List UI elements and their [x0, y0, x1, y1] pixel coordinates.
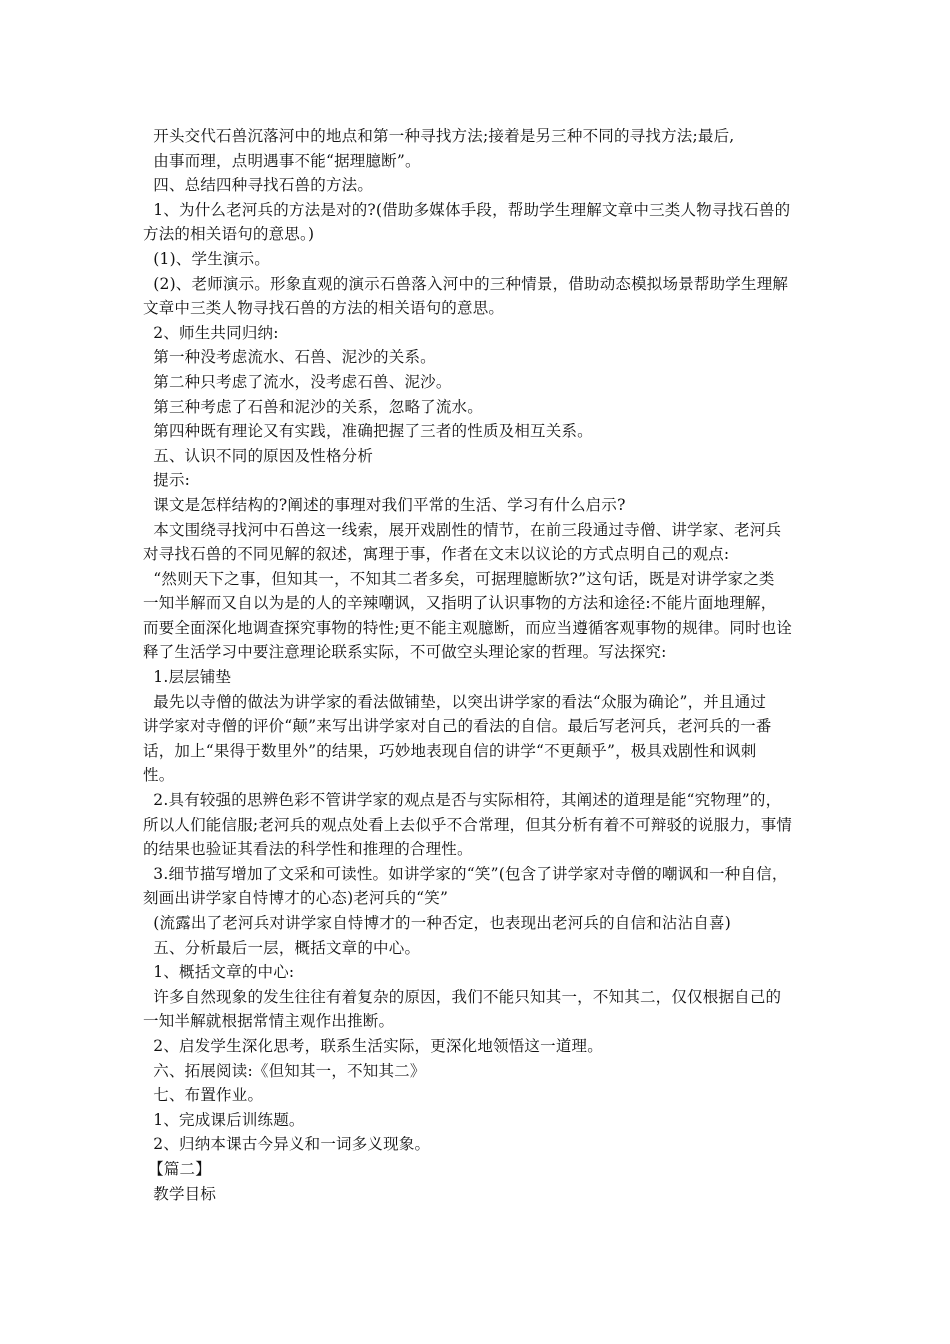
text-line: 对寻找石兽的不同见解的叙述，寓理于事，作者在文末以议论的方式点明自己的观点:	[143, 545, 730, 564]
text-line: 1、完成课后训练题。	[143, 1110, 305, 1129]
text-line: 最先以寺僧的做法为讲学家的看法做铺垫，以突出讲学家的看法“众服为确论”，并且通过	[143, 692, 767, 711]
text-line: 文章中三类人物寻找石兽的方法的相关语句的意思。	[143, 299, 505, 318]
text-line: 话，加上“果得于数里外”的结果，巧妙地表现自信的讲学“不更颠乎”，极具戏剧性和讽刺	[143, 741, 757, 760]
text-line: 2.具有较强的思辨色彩不管讲学家的观点是否与实际相符，其阐述的道理是能“究物理”的，	[143, 791, 782, 810]
text-line: 方法的相关语句的意思。)	[143, 225, 315, 244]
text-line: 第四种既有理论又有实践，准确把握了三者的性质及相互关系。	[143, 422, 593, 441]
text-line: 讲学家对寺僧的评价“颠”来写出讲学家对自己的看法的自信。最后写老河兵，老河兵的一番	[143, 717, 772, 736]
text-line: 一知半解而又自以为是的人的辛辣嘲讽，又指明了认识事物的方法和途径:不能片面地理解，	[143, 594, 777, 613]
text-line: 第一种没考虑流水、石兽、泥沙的关系。	[143, 348, 436, 367]
text-line: 由事而理，点明遇事不能“据理臆断”。	[143, 151, 421, 170]
text-line: (流露出了老河兵对讲学家自恃博才的一种否定，也表现出老河兵的自信和沾沾自喜)	[143, 914, 731, 932]
text-line: 而要全面深化地调查探究事物的特性;更不能主观臆断，而应当遵循客观事物的规律。同时也诠	[143, 618, 793, 637]
text-line: 的结果也验证其看法的科学性和推理的合理性。	[143, 840, 473, 859]
text-line: 第三种考虑了石兽和泥沙的关系，忽略了流水。	[143, 397, 483, 416]
text-line: 2、师生共同归纳:	[143, 323, 279, 342]
text-line: 3.细节描写增加了文采和可读性。如讲学家的“笑”(包含了讲学家对寺僧的嘲讽和一种自信，	[143, 864, 788, 883]
text-line: 五、分析最后一层，概括文章的中心。	[143, 938, 421, 957]
text-line: 课文是怎样结构的?阐述的事理对我们平常的生活、学习有什么启示?	[143, 495, 626, 514]
text-line: 性。	[143, 766, 175, 785]
text-line: 六、拓展阅读:《但知其一，不知其二》	[143, 1061, 426, 1080]
text-line: 开头交代石兽沉落河中的地点和第一种寻找方法;接着是另三种不同的寻找方法;最后,	[143, 127, 735, 145]
document-body	[143, 124, 823, 1206]
text-line: (2)、老师演示。形象直观的演示石兽落入河中的三种情景，借助动态模拟场景帮助学生理解	[143, 274, 789, 293]
text-line: 2、归纳本课古今异义和一词多义现象。	[143, 1135, 431, 1154]
text-line: 释了生活学习中要注意理论联系实际，不可做空头理论家的哲理。写法探究:	[143, 643, 667, 662]
text-line: 第二种只考虑了流水，没考虑石兽、泥沙。	[143, 372, 452, 391]
text-line: (1)、学生演示。	[143, 249, 271, 268]
text-line: 七、布置作业。	[143, 1086, 264, 1105]
text-line: 1、概括文章的中心:	[143, 963, 295, 982]
text-line: 四、总结四种寻找石兽的方法。	[143, 176, 374, 195]
text-line: 本文围绕寻找河中石兽这一线索，展开戏剧性的情节，在前三段通过寺僧、讲学家、老河兵	[143, 520, 782, 539]
text-line: 【篇二】	[143, 1159, 211, 1178]
text-line: 1、为什么老河兵的方法是对的?(借助多媒体手段，帮助学生理解文章中三类人物寻找石兽的	[143, 200, 791, 219]
text-line: 所以人们能信服;老河兵的观点处看上去似乎不合常理，但其分析有着不可辩驳的说服力，事情	[143, 815, 793, 834]
text-line: 刻画出讲学家自恃博才的心态)老河兵的“笑”	[143, 889, 449, 908]
text-line: 许多自然现象的发生往往有着复杂的原因，我们不能只知其一，不知其二，仅仅根据自己的	[143, 987, 782, 1006]
text-line: “然则天下之事，但知其一，不知其二者多矣，可据理臆断欤?”这句话，既是对讲学家之类	[143, 569, 775, 588]
text-line: 2、启发学生深化思考，联系生活实际，更深化地领悟这一道理。	[143, 1036, 603, 1055]
text-line: 提示:	[143, 471, 191, 490]
text-line: 一知半解就根据常情主观作出推断。	[143, 1012, 395, 1031]
text-line: 五、认识不同的原因及性格分析	[143, 446, 374, 465]
text-line: 1.层层铺垫	[143, 668, 232, 687]
text-line: 教学目标	[143, 1184, 217, 1203]
